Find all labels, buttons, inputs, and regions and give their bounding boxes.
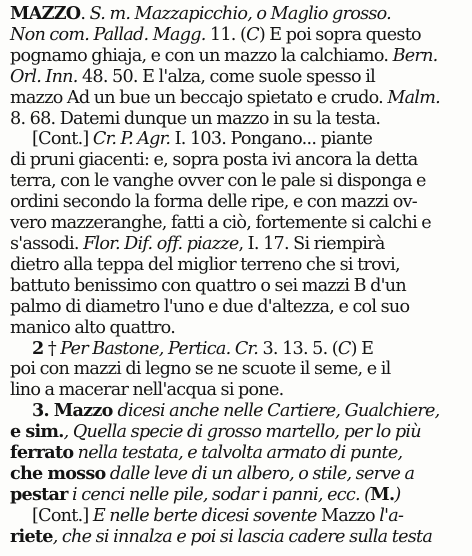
italic-text: , Quella specie di grosso martello, per lo più <box>63 422 421 443</box>
entry-line <box>10 464 462 485</box>
entry-line <box>10 46 462 67</box>
italic-text: dicesi anche nelle Cartiere, Gualchiere, <box>117 401 440 422</box>
entry-line <box>10 276 462 297</box>
text: pognamo ghiaja, e con un mazzo la calchiamo. <box>10 45 393 66</box>
entry-line <box>10 234 462 255</box>
entry-line <box>10 109 462 130</box>
entry-line <box>10 359 462 380</box>
entry-line <box>10 485 462 506</box>
italic-text: E nelle berte dicesi sovente <box>92 505 317 526</box>
text: . <box>80 4 90 24</box>
italic-text: S. m. Mazzapicchio, o Maglio grosso. <box>89 4 392 24</box>
entry-line <box>10 25 462 46</box>
text: 11. ( <box>205 24 247 45</box>
entry-line <box>10 443 462 464</box>
text: ) E <box>350 338 374 359</box>
text: I. 103. Pongano... piante <box>170 129 373 150</box>
bold-text: 2 <box>32 337 44 359</box>
text: dietro alla teppa del miglior terreno che si trovi, <box>10 254 400 275</box>
italic-text: ) <box>394 484 401 505</box>
bold-text: 3. Mazzo <box>32 400 118 422</box>
text: ordini secondo la forma delle ripe, e con mazzi ov- <box>10 192 417 213</box>
text: , I. 17. Si riempirà <box>238 233 385 254</box>
text: mazzo Ad un bue un beccajo spietato e crudo. <box>10 87 388 108</box>
italic-text: Cr. P. Agr. <box>92 129 171 150</box>
entry-line <box>10 67 462 88</box>
text: † <box>43 338 61 359</box>
text: ) E poi sopra questo <box>258 24 421 45</box>
text: vero mazzeranghe, fatti a ciò, fortemente si calchi e <box>10 213 431 234</box>
italic-text: l'a- <box>379 505 404 526</box>
text: [Cont.] <box>32 505 93 526</box>
bold-text: e sim. <box>10 421 64 443</box>
italic-text: Bern. <box>392 45 438 66</box>
bold-text: che mosso <box>10 462 106 484</box>
text: poi con mazzi di legno se ne scuote il seme, e il <box>10 359 391 380</box>
italic-text: Malm. <box>387 87 440 108</box>
entry-line <box>10 192 462 213</box>
entry-line <box>10 401 462 422</box>
text: terra, con le vanghe ovver con le pale si disponga e <box>10 171 426 192</box>
text: 48. 50. E l'alza, come suole spesso il <box>77 66 375 87</box>
bold-text: riete <box>10 525 53 547</box>
entry-line <box>10 213 462 234</box>
bold-text: pestar <box>10 483 68 505</box>
italic-text: Flor. Dif. off. piazze <box>83 233 239 254</box>
italic-text: Orl. Inn. <box>10 66 78 87</box>
entry-line <box>10 318 462 339</box>
entry-line <box>10 171 462 192</box>
italic-text: Non com. Pallad. Magg. <box>10 24 206 45</box>
text: palmo di diametro l'uno e due d'altezza, e col suo <box>10 296 410 317</box>
text: di pruni giacenti: e, sopra posta ivi ancora la detta <box>10 150 418 171</box>
entry-line <box>10 150 462 171</box>
text: s'assodi. <box>10 233 84 254</box>
entry-line <box>10 4 462 25</box>
italic-text: nella testata, e talvolta armato di punte, <box>73 443 403 464</box>
italic-text: Per Bastone, Pertica. Cr. <box>60 338 259 359</box>
entry-line <box>10 129 462 150</box>
entry-line <box>10 255 462 276</box>
text: 8. 68. Datemi dunque un mazzo in su la testa. <box>10 108 381 129</box>
text: 3. 13. 5. ( <box>258 338 338 359</box>
entry-line <box>10 506 462 527</box>
entry-line <box>10 527 462 548</box>
entry-line <box>10 88 462 109</box>
text: [Cont.] <box>32 129 93 150</box>
bold-text: MAZZO <box>10 3 81 24</box>
text: battuto benissimo con quattro o sei mazzi B d'un <box>10 275 406 296</box>
entry-line <box>10 380 462 401</box>
text: Mazzo <box>316 505 380 526</box>
text: manico alto quattro. <box>10 317 176 338</box>
italic-text: C <box>337 338 351 359</box>
italic-text: C <box>246 24 259 45</box>
text: lino a macerar nell'acqua si pone. <box>10 380 284 401</box>
entry-line <box>10 422 462 443</box>
entry-line <box>10 339 462 360</box>
bold-text: M. <box>370 483 395 505</box>
bold-text: ferrato <box>10 442 74 464</box>
italic-text: i cenci nelle pile, sodar i panni, ecc. ( <box>67 484 371 505</box>
entry-line <box>10 297 462 318</box>
italic-text: dalle leve di un albero, o stile, serve a <box>105 463 415 484</box>
italic-text: , che si innalza e poi si lascia cadere sulla testa <box>52 526 433 547</box>
